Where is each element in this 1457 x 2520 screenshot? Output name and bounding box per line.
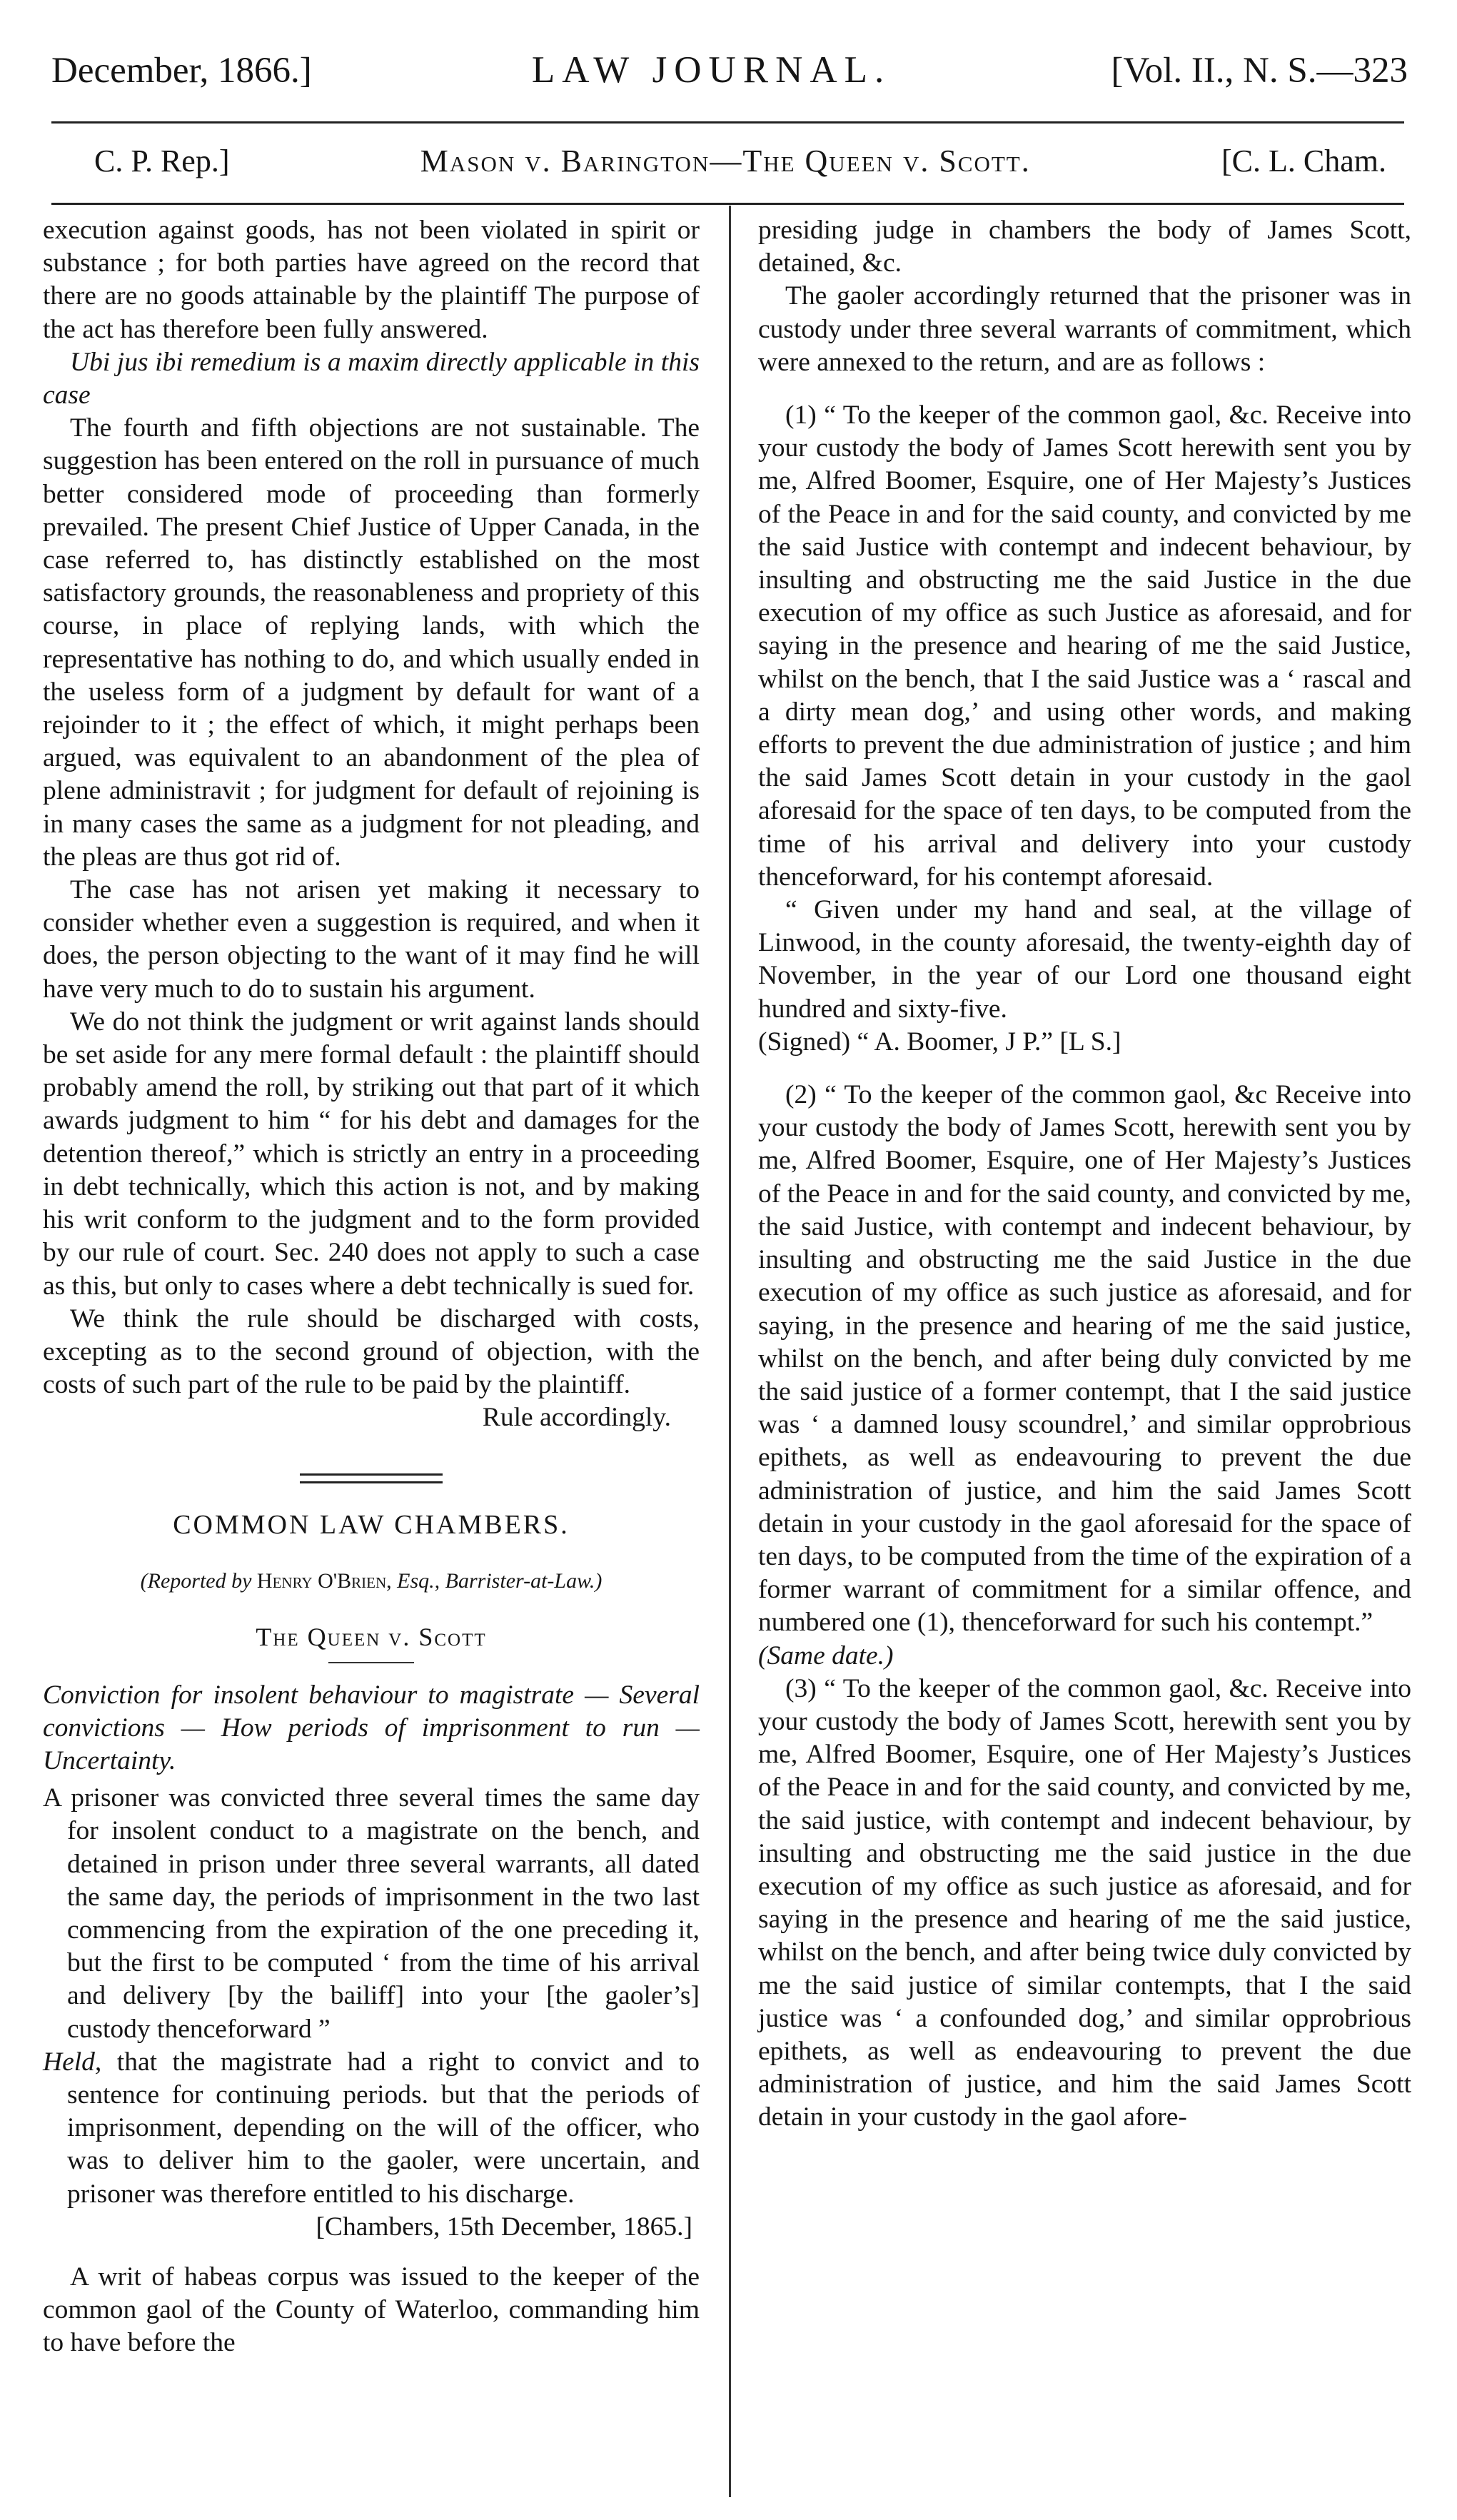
sub-header-rule xyxy=(51,203,1404,205)
report-section-left: C. P. Rep.] xyxy=(94,143,230,178)
warrant-three: (3) “ To the keeper of the common gaol, &c. Receive into your custody the body of James Scott, herewith sent you by me, Alfred Boomer, Esquire, one of Her Majesty’s Justices of the Peace in and for the said county, and convicted by me, the said justice, with contempt and indecent behaviour, by insulting and obstructing me the said justice in the due execution of my office as such justice as aforesaid, and for saying in the presence and hearing of me the said justice, whilst on the bench, and after being twice duly convicted by me the said justice of similar contempts, that I the said justice was ‘ a confounded dog,’ and similar opprobrious epithets, as well as endeavouring to prevent the due administration of justice, and him the said James Scott detain in your custody in the gaol afore- xyxy=(758,1673,1411,2132)
running-header xyxy=(51,49,1408,106)
sub-header xyxy=(51,143,1408,193)
warrant-one: (1) “ To the keeper of the common gaol, &c. Receive into your custody the body of James Scott herewith sent you by me, Alfred Boomer, Esquire, one of Her Majesty’s Justices of the Peace in and for the said county, and convicted by me the said Justice with contempt and indecent behaviour, by insulting and obstructing me the said Justice in the due execution of my office as such Justice as aforesaid, and for saying in the presence and hearing of me the said Justice, whilst on the bench, that I the said Justice was a ‘ rascal and a dirty mean dog,’ and using other words, and making efforts to prevent the due administration of justice ; and him the said James Scott detain in your custody in the gaol aforesaid for the space of ten days, to be computed from the time of his arrival and delivery into your custody thenceforward, for his contempt aforesaid. xyxy=(758,400,1411,892)
rule-accordingly: Rule accordingly. xyxy=(482,1403,671,1433)
paragraph: The case has not arisen yet making it necessary to consider whether even a suggestion is required, and when it does, the person objecting to the want of it may find he will have very much to do to sustain his argument. xyxy=(43,875,700,1004)
reporter-prefix: (Reported by xyxy=(140,1568,252,1593)
citation: [Chambers, 15th December, 1865.] xyxy=(316,2212,692,2242)
signature: (Signed) “ A. Boomer, J P.” [L S.] xyxy=(758,1027,1121,1057)
reporter-suffix: Esq., Barrister-at-Law.) xyxy=(397,1568,603,1593)
right-column xyxy=(758,214,1411,2135)
header-date: December, 1866.] xyxy=(51,51,312,91)
warrant-given: “ Given under my hand and seal, at the village of Linwood, in the county aforesaid, the twenty-eighth day of November, in the year of our Lord one thousand eight hundred and sixty-five. xyxy=(758,895,1411,1024)
left-column xyxy=(43,214,700,2360)
section-divider xyxy=(300,1473,443,1483)
journal-title: LAW JOURNAL. xyxy=(531,49,892,91)
closing-paragraph: A writ of habeas corpus was issued to the keeper of the common gaol of the County of Waterloo, commanding him to have before the xyxy=(43,2262,700,2358)
paragraph: execution against goods, has not been violated in spirit or substance ; for both parties have agreed on the record that there are no goods attainable by the plaintiff The purpose of the act has therefore been fully answered. xyxy=(43,216,700,344)
header-rule xyxy=(51,121,1404,124)
reporter-name: Henry O'Brien, xyxy=(256,1568,392,1593)
headnote: Conviction for insolent behaviour to magistrate — Several convictions — How periods of imprisonment to run — Uncertainty. xyxy=(43,1680,700,1775)
section-heading: COMMON LAW CHAMBERS. xyxy=(173,1509,570,1540)
held-label: Held, xyxy=(43,2047,102,2077)
same-date: (Same date.) xyxy=(758,1640,894,1670)
case-summary: A prisoner was convicted three several times the same day for insolent conduct to a magistrate on the bench, and detained in prison under three several warrants, all dated the same day, the periods of imprisonment in the two last commencing from the expiration of the one preceding it, but the first to be computed ‘ from the time of his arrival and delivery [by the bailiff] into your [the gaoler’s] custody thenceforward ” xyxy=(43,1783,700,2044)
report-section-right: [C. L. Cham. xyxy=(1221,143,1386,178)
paragraph: We think the rule should be discharged with costs, excepting as to the second ground of objection, with the costs of such part of the rule to be paid by the plaintiff. xyxy=(43,1304,700,1400)
paragraph: The gaoler accordingly returned that the prisoner was in custody under three several warrants of commitment, which were annexed to the return, and are as follows : xyxy=(758,281,1411,377)
header-volume: [Vol. II., N. S.—323 xyxy=(1111,51,1408,91)
case-title: The Queen v. Scott xyxy=(256,1622,487,1651)
reporter-credit xyxy=(43,1569,700,1593)
case-names: Mason v. Barington—The Queen v. Scott. xyxy=(420,143,1031,178)
column-divider xyxy=(729,206,731,2497)
paragraph: The fourth and fifth objections are not sustainable. The suggestion has been entered on the roll in pursuance of much better considered mode of proceeding than formerly prevailed. The present Chief Justice of Upper Canada, in the case referred to, has distinctly established on the most satisfactory grounds, the reasonableness and propriety of this course, in place of replying lands, with which the representative has nothing to do, and which usually ended in the useless form of a judgment by default for want of a rejoinder to it ; the effect of which, it might perhaps been argued, was equivalent to an abandonment of the plea of plene administravit ; for judgment for default of rejoining is in many cases the same as a judgment for not pleading, and the pleas are thus got rid of. xyxy=(43,413,700,872)
paragraph: Ubi jus ibi remedium is a maxim directly applicable in this case xyxy=(43,347,700,410)
held-text: that the magistrate had a right to convict and to sentence for continuing periods. but that the periods of imprisonment, depending on the will of the officer, who was to deliver him to the gaoler, were uncertain, and prisoner was therefore entitled to his discharge. xyxy=(67,2047,700,2209)
paragraph: presiding judge in chambers the body of James Scott, detained, &c. xyxy=(758,216,1411,278)
warrant-two: (2) “ To the keeper of the common gaol, &c Receive into your custody the body of James Scott, herewith sent you by me, Alfred Boomer, Esquire, one of Her Majesty’s Justices of the Peace in and for the said county, and convicted by me, the said Justice, with contempt and indecent behaviour, by insulting and obstructing me the said Justice in the due execution of my office as such justice as aforesaid, and for saying, in the presence and hearing of me the said justice, whilst on the bench, and after being duly convicted by me the said justice of a former contempt, that I the said justice was ‘ a damned lousy scoundrel,’ and similar opprobrious epithets, as well as endeavouring to prevent the due administration of justice, and him the said James Scott detain in your custody in the gaol aforesaid for the space of ten days, to be computed from the time of the expiration of a former warrant of commitment for a similar offence, and numbered one (1), thenceforward for such his contempt.” xyxy=(758,1080,1411,1638)
paragraph: We do not think the judgment or writ against lands should be set aside for any mere formal default : the plaintiff should probably amend the roll, by striking out that part of it which awards judgment to him “ for his debt and damages for the detention thereof,” which is strictly an entry in a proceeding in debt technically, which this action is not, and by making his writ conform to the judgment and to the form provided by our rule of court. Sec. 240 does not apply to such a case as this, but only to cases where a debt technically is sued for. xyxy=(43,1007,700,1301)
case-title-rule xyxy=(328,1662,414,1663)
held-note xyxy=(43,2046,700,2211)
